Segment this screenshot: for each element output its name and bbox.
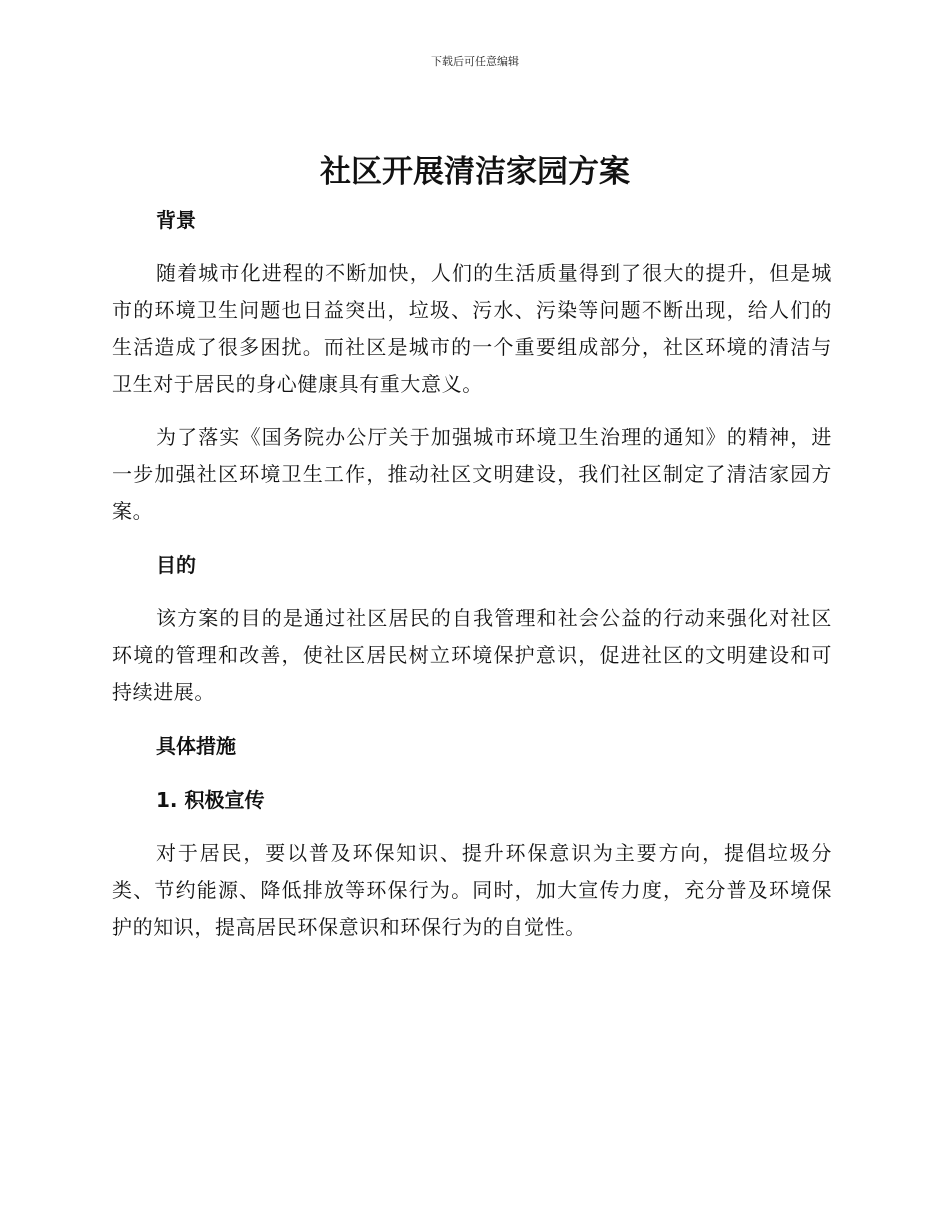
- section-heading-measures: 具体措施: [156, 734, 236, 758]
- document-body: [112, 201, 832, 962]
- header-note: 下载后可任意编辑: [431, 55, 519, 68]
- paragraph-background-1: 随着城市化进程的不断加快，人们的生活质量得到了很大的提升，但是城市的环境卫生问题也日益突出，垃圾、污水、污染等问题不断出现，给人们的生活造成了很多困扰。而社区是城市的一个重要组成部分，社区环境的清洁与卫生对于居民的身心健康具有重大意义。: [112, 261, 832, 396]
- paragraph-publicity-1: 对于居民，要以普及环保知识、提升环保意识为主要方向，提倡垃圾分类、节约能源、降低排放等环保行为。同时，加大宣传力度，充分普及环境保护的知识，提高居民环保意识和环保行为的自觉性。: [112, 841, 832, 939]
- paragraph-background-2: 为了落实《国务院办公厅关于加强城市环境卫生治理的通知》的精神，进一步加强社区环境卫生工作，推动社区文明建设，我们社区制定了清洁家园方案。: [112, 425, 832, 523]
- section-heading-goal: 目的: [156, 553, 196, 577]
- section-heading-background: 背景: [156, 208, 196, 232]
- document-title: 社区开展清洁家园方案: [320, 154, 630, 190]
- subsection-heading-publicity: 1. 积极宣传: [156, 788, 265, 812]
- paragraph-goal-1: 该方案的目的是通过社区居民的自我管理和社会公益的行动来强化对社区环境的管理和改善，使社区居民树立环境保护意识，促进社区的文明建设和可持续进展。: [112, 606, 832, 704]
